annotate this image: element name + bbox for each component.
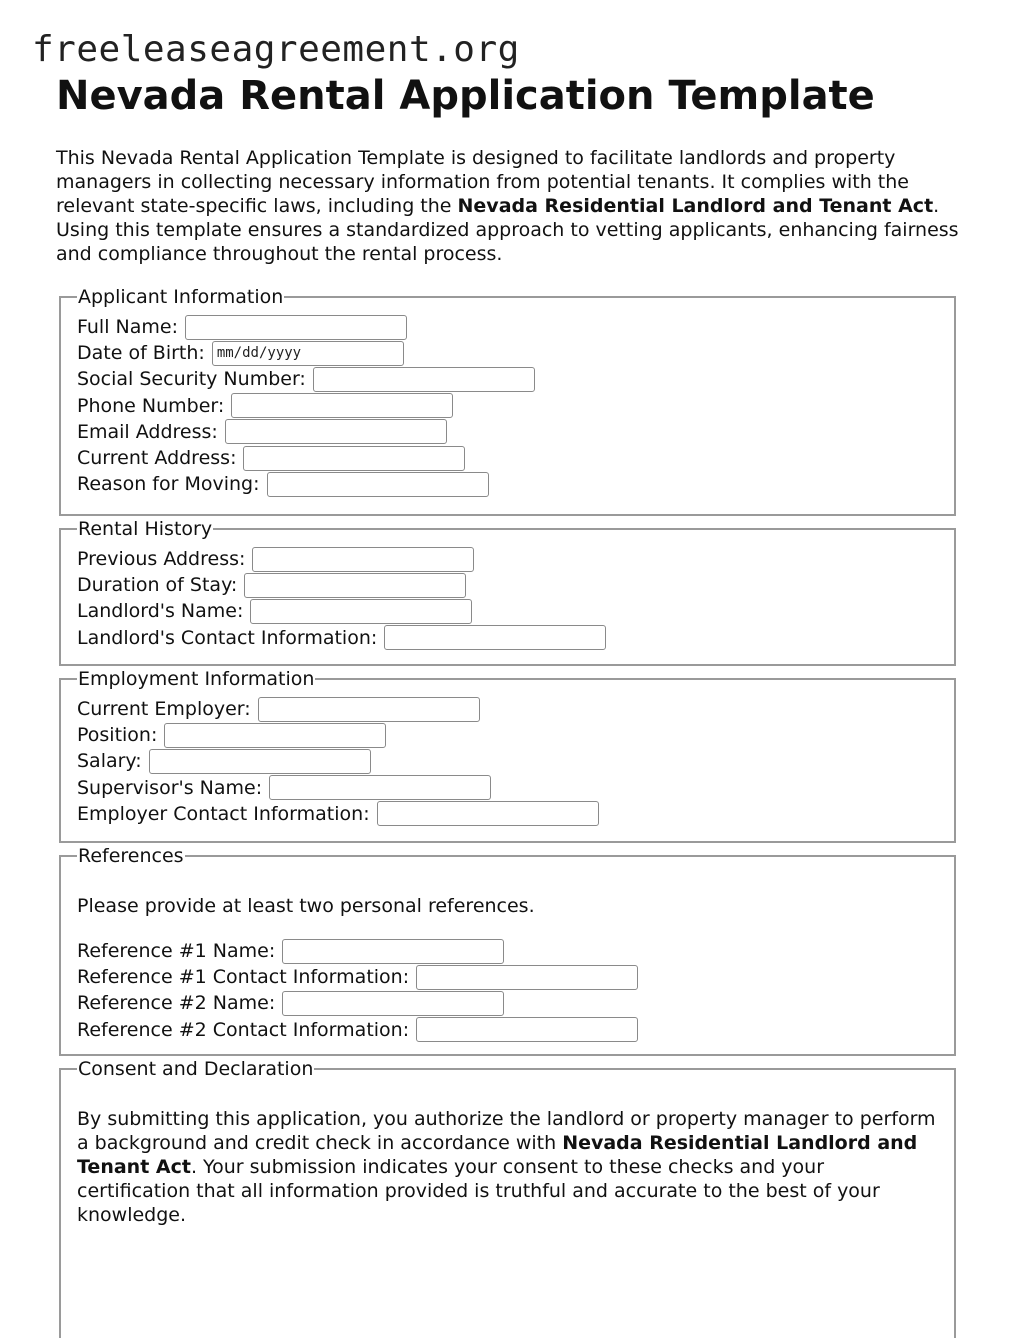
current-employer-label: Current Employer:	[77, 698, 251, 721]
section-legend: Applicant Information	[78, 286, 284, 308]
form-row	[77, 1017, 954, 1043]
page-title: Nevada Rental Application Template	[56, 73, 875, 119]
ssn-label: Social Security Number:	[77, 368, 306, 391]
email-address-input[interactable]	[225, 419, 447, 444]
landlord-contact-label: Landlord's Contact Information:	[77, 626, 378, 649]
references-note: Please provide at least two personal references.	[77, 895, 535, 917]
form-row	[77, 801, 954, 827]
reference-1-contact-input[interactable]	[416, 965, 638, 990]
form-row	[77, 471, 954, 497]
landlord-name-label: Landlord's Name:	[77, 600, 244, 623]
full-name-label: Full Name:	[77, 316, 178, 339]
reference-2-name-label: Reference #2 Name:	[77, 992, 276, 1015]
form-row	[77, 722, 954, 748]
form-row	[77, 696, 954, 722]
salary-label: Salary:	[77, 750, 142, 773]
form-row	[77, 964, 954, 990]
rental-history-section	[59, 518, 956, 666]
reason-for-moving-label: Reason for Moving:	[77, 473, 260, 496]
employer-contact-label: Employer Contact Information:	[77, 802, 370, 825]
current-employer-input[interactable]	[258, 697, 480, 722]
ssn-input[interactable]	[313, 367, 535, 392]
landlord-name-input[interactable]	[250, 599, 472, 624]
form-row	[77, 598, 954, 624]
current-address-input[interactable]	[243, 446, 465, 471]
phone-number-label: Phone Number:	[77, 394, 225, 417]
form-row	[77, 625, 954, 651]
form-row	[77, 419, 954, 445]
form-row	[77, 990, 954, 1016]
previous-address-label: Previous Address:	[77, 548, 246, 571]
references-section	[59, 845, 956, 1056]
applicant-information-section	[59, 286, 956, 516]
form-row	[77, 546, 954, 572]
form-row	[77, 775, 954, 801]
supervisor-name-label: Supervisor's Name:	[77, 776, 263, 799]
current-address-label: Current Address:	[77, 447, 237, 470]
form-row	[77, 340, 954, 366]
intro-text-before: This Nevada Rental Application Template is designed to facilitate landlords and property managers in collecting necessary information from potential tenants. It complies with the relevant state-specific laws, including the	[56, 147, 909, 217]
intro-text-after: . Using this template ensures a standardized approach to vetting applicants, enhancing fairness and compliance throughout the rental process.	[56, 195, 959, 265]
employment-information-section	[59, 668, 956, 843]
form-row	[77, 572, 954, 598]
form-row	[77, 314, 954, 340]
reference-2-name-input[interactable]	[282, 991, 504, 1016]
landlord-contact-input[interactable]	[384, 625, 606, 650]
supervisor-name-input[interactable]	[269, 775, 491, 800]
reference-1-name-label: Reference #1 Name:	[77, 940, 276, 963]
section-legend: Consent and Declaration	[78, 1058, 314, 1080]
consent-act-name: Nevada Residential Landlord and Tenant Act	[77, 1132, 918, 1178]
consent-declaration-section	[59, 1058, 956, 1338]
section-legend: Employment Information	[78, 668, 315, 690]
previous-address-input[interactable]	[252, 547, 474, 572]
intro-act-name: Nevada Residential Landlord and Tenant Act	[457, 195, 934, 217]
form-row	[77, 393, 954, 419]
reason-for-moving-input[interactable]	[267, 472, 489, 497]
site-name: freeleaseagreement.org	[32, 29, 520, 70]
employer-contact-input[interactable]	[377, 801, 599, 826]
form-row	[77, 938, 954, 964]
email-address-label: Email Address:	[77, 420, 218, 443]
consent-paragraph	[77, 1107, 942, 1227]
form-row	[77, 748, 954, 774]
section-legend: Rental History	[78, 518, 213, 540]
position-input[interactable]	[164, 723, 386, 748]
reference-2-contact-label: Reference #2 Contact Information:	[77, 1018, 410, 1041]
date-of-birth-input[interactable]	[212, 341, 404, 366]
reference-2-contact-input[interactable]	[416, 1017, 638, 1042]
consent-text-after: . Your submission indicates your consent to these checks and your certification that all information provided is truthful and accurate to the best of your knowledge.	[77, 1156, 880, 1226]
date-of-birth-label: Date of Birth:	[77, 342, 205, 365]
salary-input[interactable]	[149, 749, 371, 774]
full-name-input[interactable]	[185, 315, 407, 340]
position-label: Position:	[77, 724, 158, 747]
duration-of-stay-label: Duration of Stay:	[77, 574, 238, 597]
section-legend: References	[78, 845, 184, 867]
reference-1-name-input[interactable]	[282, 939, 504, 964]
reference-1-contact-label: Reference #1 Contact Information:	[77, 966, 410, 989]
form-row	[77, 445, 954, 471]
intro-paragraph	[56, 146, 971, 266]
phone-number-input[interactable]	[231, 393, 453, 418]
duration-of-stay-input[interactable]	[244, 573, 466, 598]
consent-text-before: By submitting this application, you authorize the landlord or property manager to perform a background and credit check in accordance with	[77, 1108, 936, 1154]
form-row	[77, 366, 954, 392]
